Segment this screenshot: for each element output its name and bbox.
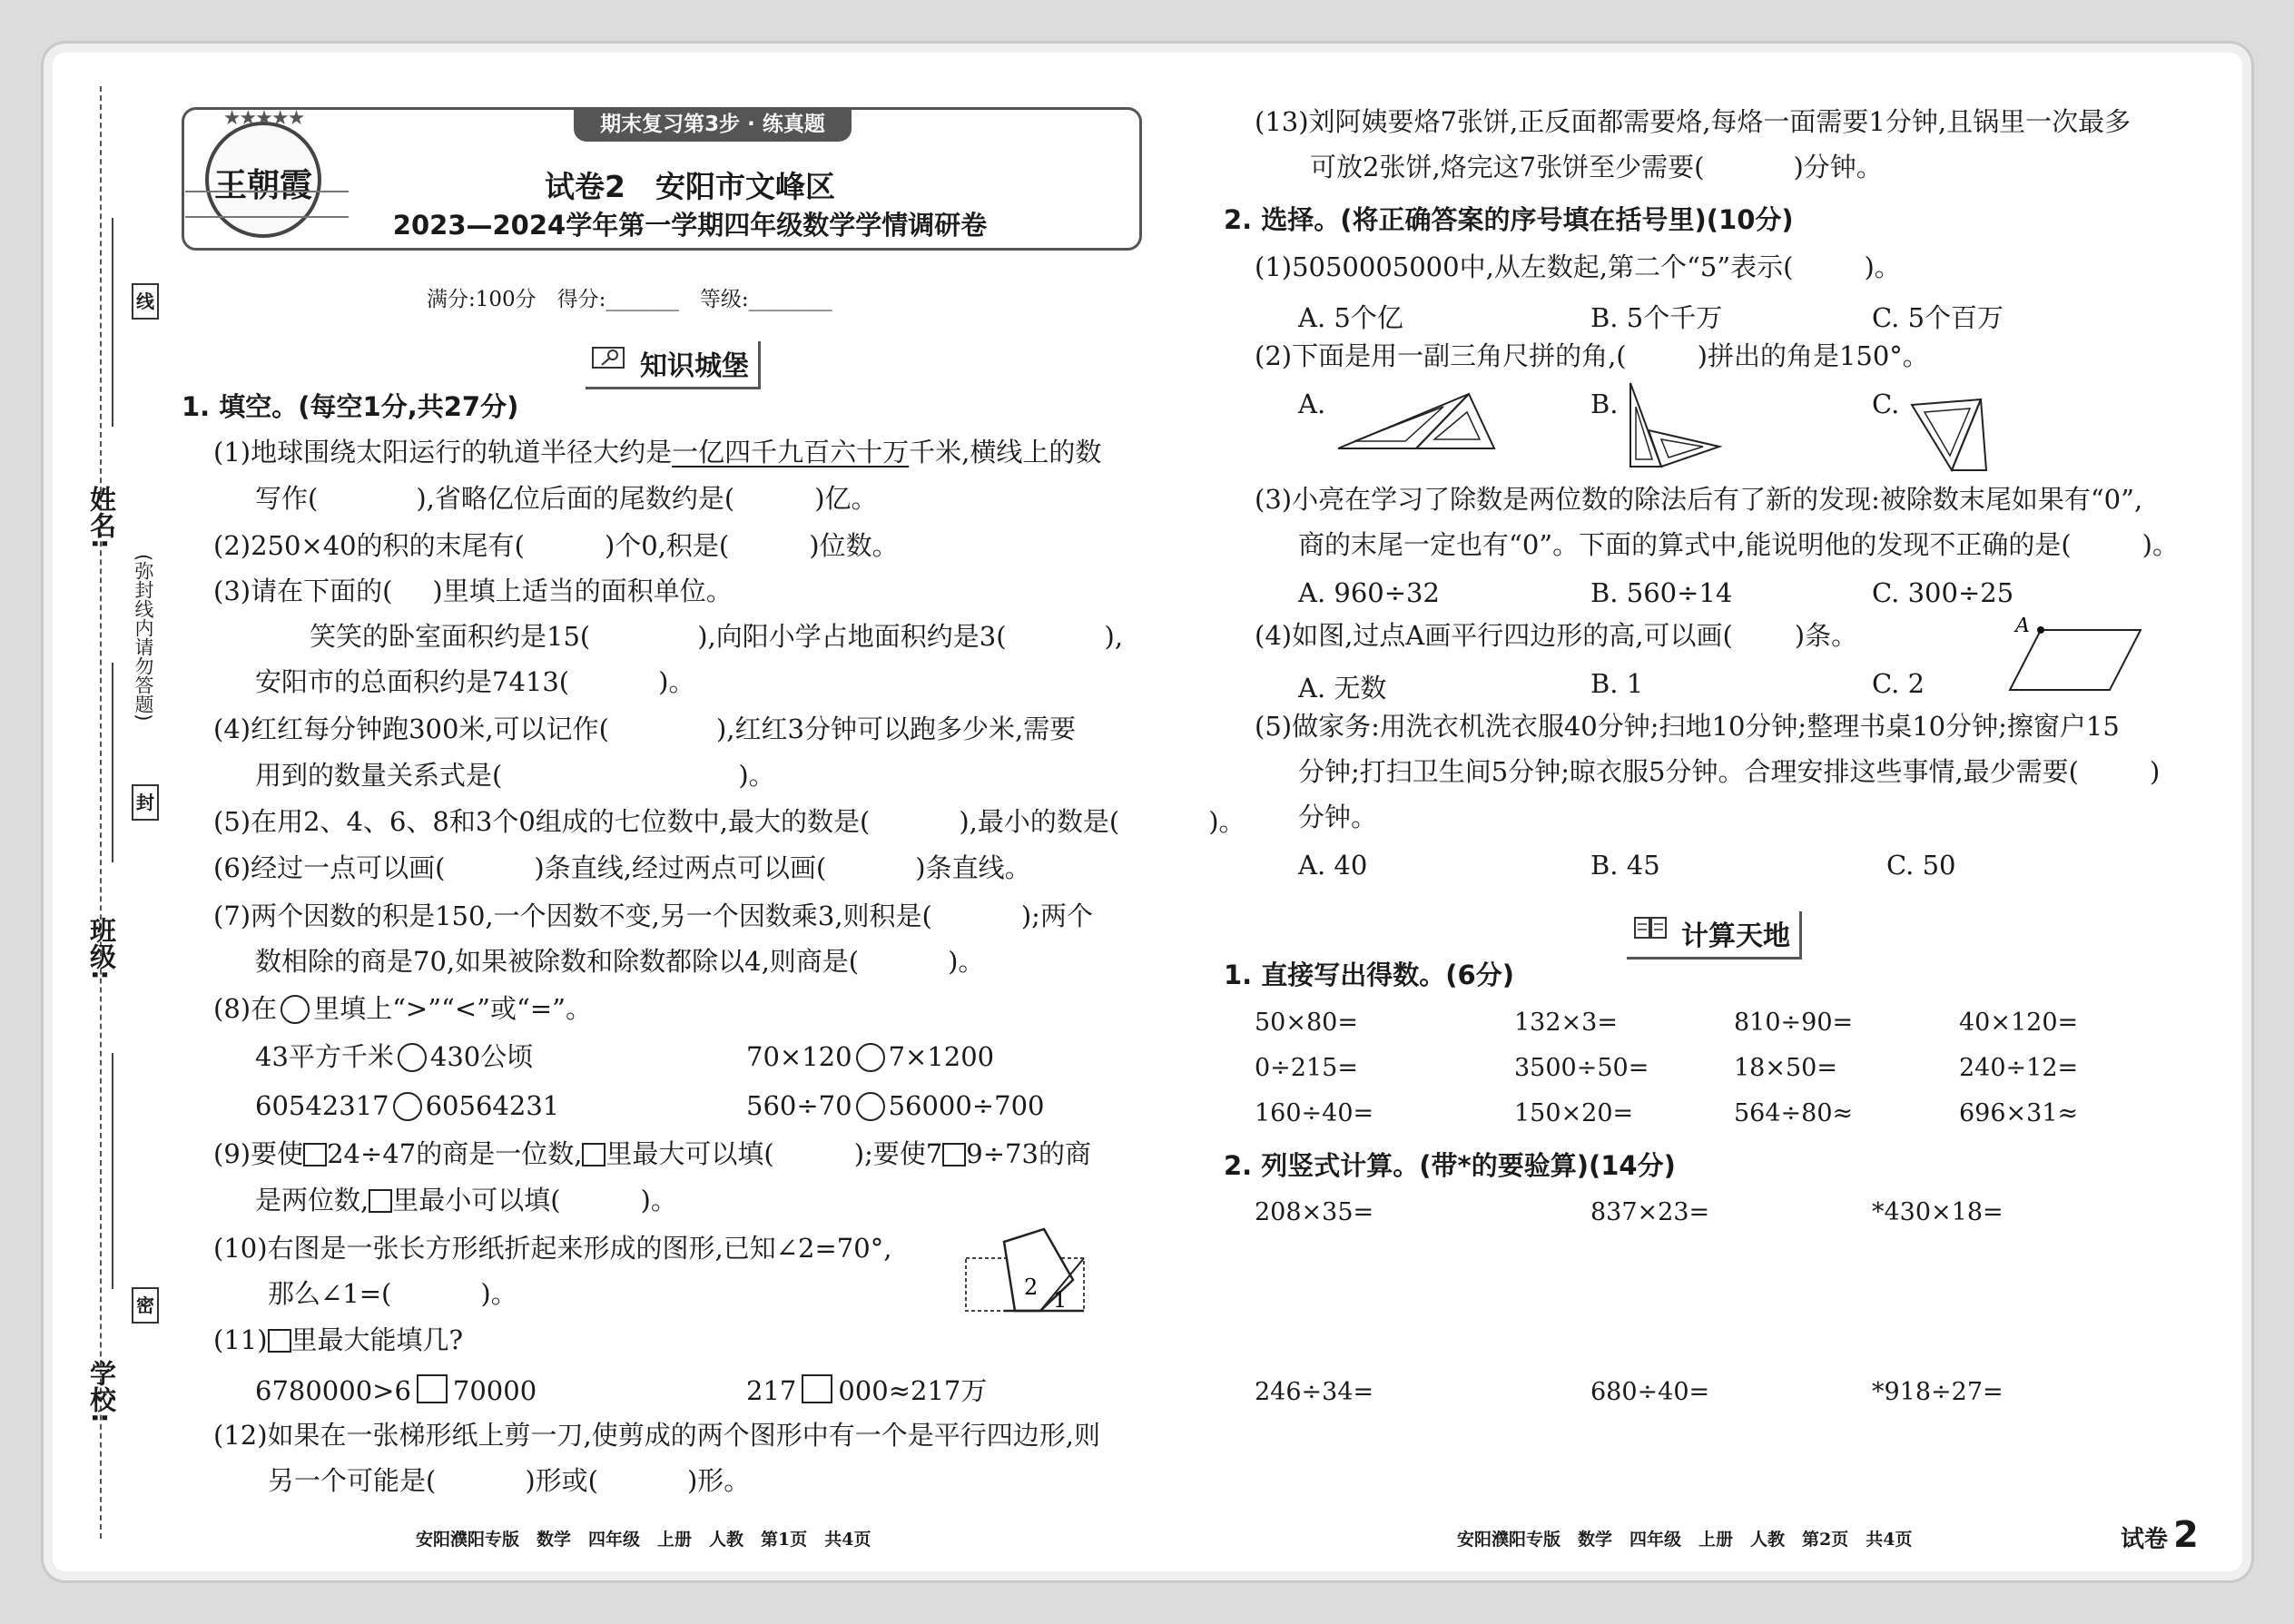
brand-name: 王朝霞	[214, 166, 313, 204]
calc1-item: 40×120=	[1959, 1009, 2079, 1037]
seal-notice: (弥封线内请勿答题)	[133, 554, 154, 722]
q1-1-line2: 写作( ),省略亿位后面的尾数约是( )亿。	[255, 483, 878, 514]
paper-number-badge	[2121, 1514, 2199, 1556]
compare-circle[interactable]	[856, 1092, 885, 1121]
calc2-item: 680÷40=	[1590, 1378, 1710, 1406]
q1-1-line1: (1)地球围绕太阳运行的轨道半径大约是一亿四千九百六十万千米,横线上的数	[213, 437, 1102, 468]
q2-5-option-b[interactable]: B. 45	[1590, 850, 1660, 881]
q1-5: (5)在用2、4、6、8和3个0组成的七位数中,最大的数是( ),最小的数是( )。	[213, 806, 1245, 837]
q1-9-line1: (9)要使 24÷47的商是一位数, 里最大可以填( );要使7 9÷73的商	[213, 1138, 1091, 1169]
compare-circle[interactable]	[281, 995, 310, 1024]
section-calc-label: 计算天地	[1681, 920, 1790, 952]
score-line: 满分:100分 得分:_______ 等级:________	[427, 288, 832, 311]
seal-line-char: 线	[132, 283, 159, 320]
calc1-heading: 1. 直接写出得数。(6分)	[1224, 960, 1514, 990]
q2-3-line1: (3)小亮在学习了除数是两位数的除法后有了新的发现:被除数末尾如果有“0”,	[1255, 484, 2143, 515]
name-label: 姓名:	[86, 486, 117, 549]
open-book-icon	[1632, 914, 1669, 941]
calc1-item: 132×3=	[1514, 1009, 1618, 1037]
school-label: 学校:	[86, 1360, 117, 1423]
triangle-ruler-figure-c	[1906, 392, 1988, 474]
parallelogram-figure	[2004, 617, 2150, 694]
q1-8: (8)在 里填上“>”“<”或“=”。	[213, 993, 592, 1024]
calc2-item: 837×23=	[1590, 1198, 1710, 1226]
q2-5-line1: (5)做家务:用洗衣机洗衣服40分钟;扫地10分钟;整理书桌10分钟;擦窗户15	[1255, 711, 2120, 742]
q2-5-option-a[interactable]: A. 40	[1298, 850, 1368, 881]
q1-13-line2: 可放2张饼,烙完这7张饼至少需要( )分钟。	[1310, 152, 1883, 182]
angle-1-label: 1	[1053, 1287, 1068, 1313]
q1-8-c1: 43平方千米 430公顷	[255, 1041, 534, 1072]
q1-7-line1: (7)两个因数的积是150,一个因数不变,另一个因数乘3,则积是( );两个	[213, 901, 1093, 931]
star-row-icon: ★★★★★	[222, 107, 304, 130]
q2-2: (2)下面是用一副三角尺拼的角,( )拼出的角是150°。	[1255, 340, 1929, 371]
section-knowledge	[586, 341, 761, 389]
calc1-item: 3500÷50=	[1514, 1054, 1649, 1082]
q2-3-line2: 商的末尾一定也有“0”。下面的算式中,能说明他的发现不正确的是( )。	[1298, 529, 2179, 560]
q2-1-option-b[interactable]: B. 5个千万	[1590, 302, 1723, 333]
binding-line	[100, 86, 102, 1539]
header-badge-text: 期末复习第3步 · 练真题	[600, 113, 825, 136]
q1-6: (6)经过一点可以画( )条直线,经过两点可以画( )条直线。	[213, 852, 1031, 883]
q1-12-line1: (12)如果在一张梯形纸上剪一刀,使剪成的两个图形中有一个是平行四边形,则	[213, 1420, 1100, 1451]
q1-8-c3: 60542317 60564231	[255, 1090, 560, 1121]
calc2-item: *918÷27=	[1872, 1378, 2004, 1406]
paper-title: 试卷2 安阳市文峰区	[545, 169, 835, 204]
class-label: 班级:	[86, 917, 117, 980]
q2-1: (1)5050005000中,从左数起,第二个“5”表示( )。	[1255, 251, 1901, 282]
footer-right: 安阳濮阳专版 数学 四年级 上册 人教 第2页 共4页	[1457, 1530, 1913, 1550]
q2-5-line2: 分钟;打扫卫生间5分钟;晾衣服5分钟。合理安排这些事情,最少需要( )	[1298, 756, 2161, 787]
q1-2: (2)250×40的积的末尾有( )个0,积是( )位数。	[213, 530, 899, 561]
compare-circle[interactable]	[393, 1092, 422, 1121]
q1-3-line2: 笑笑的卧室面积约是15( ),向阳小学占地面积约是3( ),	[310, 621, 1124, 652]
q1-heading: 1. 填空。(每空1分,共27分)	[182, 391, 519, 422]
calc1-item: 150×20=	[1514, 1099, 1634, 1127]
q2-4-option-b[interactable]: B. 1	[1590, 668, 1644, 699]
calc1-item: 564÷80≈	[1734, 1099, 1854, 1127]
q2-2-option-b[interactable]: B.	[1590, 389, 1619, 419]
section-knowledge-label: 知识城堡	[640, 350, 749, 382]
q1-7-line2: 数相除的商是70,如果被除数和除数都除以4,则商是( )。	[255, 946, 985, 977]
calc1-item: 0÷215=	[1255, 1054, 1358, 1082]
q1-11-line2: 6780000>6 70000	[255, 1375, 537, 1406]
q2-5-option-c[interactable]: C. 50	[1886, 850, 1956, 881]
q1-11-line1: (11) 里最大能填几?	[213, 1324, 464, 1355]
calc1-item: 240÷12=	[1959, 1054, 2079, 1082]
name-underline	[112, 218, 113, 427]
paper-subtitle: 2023—2024学年第一学期四年级数学学情调研卷	[392, 210, 988, 241]
q2-4-option-c[interactable]: C. 2	[1872, 668, 1925, 699]
q2-1-option-a[interactable]: A. 5个亿	[1298, 302, 1403, 333]
calc1-item: 18×50=	[1734, 1054, 1837, 1082]
calc2-item: *430×18=	[1872, 1198, 2004, 1226]
q1-13-line1: (13)刘阿姨要烙7张饼,正反面都需要烙,每烙一面需要1分钟,且锅里一次最多	[1255, 106, 2132, 137]
calc2-item: 246÷34=	[1255, 1378, 1374, 1406]
compare-circle[interactable]	[856, 1043, 885, 1072]
q1-12-line2: 另一个可能是( )形或( )形。	[268, 1465, 751, 1496]
q2-2-option-a[interactable]: A.	[1298, 389, 1326, 419]
calc2-item: 208×35=	[1255, 1198, 1374, 1226]
q2-4-option-a[interactable]: A. 无数	[1298, 673, 1387, 704]
calc1-item: 50×80=	[1255, 1009, 1358, 1037]
seal-char-2: 密	[132, 1287, 159, 1324]
paper-label: 试卷	[2121, 1526, 2169, 1553]
q2-1-option-c[interactable]: C. 5个百万	[1872, 302, 2004, 333]
calc1-item: 696×31≈	[1959, 1099, 2079, 1127]
school-underline	[112, 1053, 113, 1289]
calc1-item: 810÷90=	[1734, 1009, 1854, 1037]
paper-number: 2	[2173, 1514, 2199, 1556]
point-a-label: A	[2015, 617, 2030, 637]
folded-paper-figure	[964, 1227, 1091, 1314]
q1-10-line1: (10)右图是一张长方形纸折起来形成的图形,已知∠2=70°,	[213, 1233, 892, 1264]
magnifier-book-icon	[591, 344, 627, 371]
calc2-heading: 2. 列竖式计算。(带*的要验算)(14分)	[1224, 1150, 1676, 1181]
triangle-ruler-figure-b	[1625, 379, 1725, 470]
calc1-item: 160÷40=	[1255, 1099, 1374, 1127]
compare-circle[interactable]	[398, 1043, 427, 1072]
class-underline	[112, 663, 113, 862]
q2-3-option-c[interactable]: C. 300÷25	[1872, 577, 2014, 608]
q1-8-c4: 560÷70 56000÷700	[746, 1090, 1045, 1121]
footer-left: 安阳濮阳专版 数学 四年级 上册 人教 第1页 共4页	[416, 1530, 871, 1550]
q2-5-line3: 分钟。	[1298, 802, 1378, 832]
q2-heading: 2. 选择。(将正确答案的序号填在括号里)(10分)	[1224, 204, 1794, 235]
section-calc	[1627, 911, 1802, 960]
q2-3-option-a[interactable]: A. 960÷32	[1298, 577, 1440, 608]
q2-2-option-c[interactable]: C.	[1872, 389, 1900, 419]
q1-4-line1: (4)红红每分钟跑300米,可以记作( ),红红3分钟可以跑多少米,需要	[213, 714, 1077, 744]
q2-3-option-b[interactable]: B. 560÷14	[1590, 577, 1733, 608]
q1-11-line3: 217 000≈217万	[746, 1375, 988, 1406]
q2-4: (4)如图,过点A画平行四边形的高,可以画( )条。	[1255, 620, 1858, 651]
angle-2-label: 2	[1024, 1275, 1039, 1300]
triangle-ruler-figure-a	[1334, 381, 1498, 454]
seal-char: 封	[132, 784, 159, 821]
q1-8-c2: 70×120 7×1200	[746, 1041, 995, 1072]
q1-9-line2: 是两位数, 里最小可以填( )。	[255, 1185, 677, 1216]
q1-4-line2: 用到的数量关系式是( )。	[255, 760, 775, 791]
header-badge	[574, 107, 852, 142]
q1-3-line3: 安阳市的总面积约是7413( )。	[255, 666, 695, 697]
q1-3-line1: (3)请在下面的( )里填上适当的面积单位。	[213, 576, 733, 606]
q1-10-line2: 那么∠1=( )。	[268, 1278, 517, 1309]
